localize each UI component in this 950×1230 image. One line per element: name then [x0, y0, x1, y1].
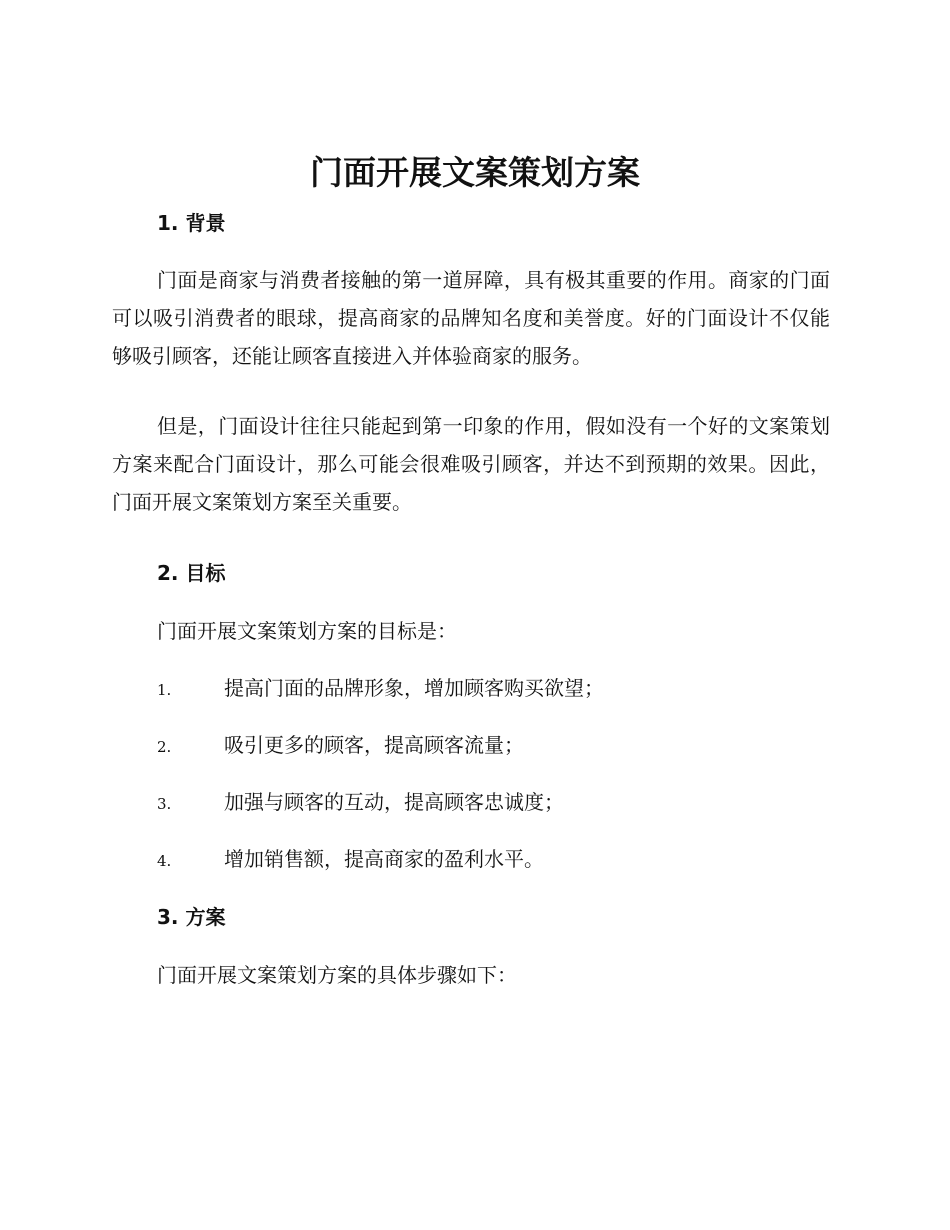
plan-intro: 门面开展文案策划方案的具体步骤如下： [157, 963, 517, 987]
section-heading-goals: 2. 目标 [157, 561, 226, 585]
goal-list-item [157, 674, 837, 702]
goal-list-item [157, 788, 837, 816]
section-heading-background: 1. 背景 [157, 211, 226, 235]
list-text: 吸引更多的顾客，提高顾客流量； [224, 733, 524, 757]
list-text: 提高门面的品牌形象，增加顾客购买欲望； [224, 676, 604, 700]
list-text: 增加销售额，提高商家的盈利水平。 [224, 847, 544, 871]
list-number: 4. [157, 852, 172, 870]
background-paragraph-2: 但是，门面设计往往只能起到第一印象的作用，假如没有一个好的文案策划方案来配合门面设计，那么可能会很难吸引顾客，并达不到预期的效果。因此，门面开展文案策划方案至关重要。 [112, 414, 830, 514]
background-paragraph-1: 门面是商家与消费者接触的第一道屏障，具有极其重要的作用。商家的门面可以吸引消费者的眼球，提高商家的品牌知名度和美誉度。好的门面设计不仅能够吸引顾客，还能让顾客直接进入并体验商家的服务。 [112, 268, 830, 368]
goal-list-item [157, 845, 837, 873]
list-text: 加强与顾客的互动，提高顾客忠诚度； [224, 790, 564, 814]
goal-list-item [157, 731, 837, 759]
document-title: 门面开展文案策划方案 [310, 153, 640, 192]
list-number: 1. [157, 681, 172, 699]
goals-intro: 门面开展文案策划方案的目标是： [157, 619, 457, 643]
list-number: 3. [157, 795, 172, 813]
list-number: 2. [157, 738, 172, 756]
section-heading-plan: 3. 方案 [157, 905, 226, 929]
